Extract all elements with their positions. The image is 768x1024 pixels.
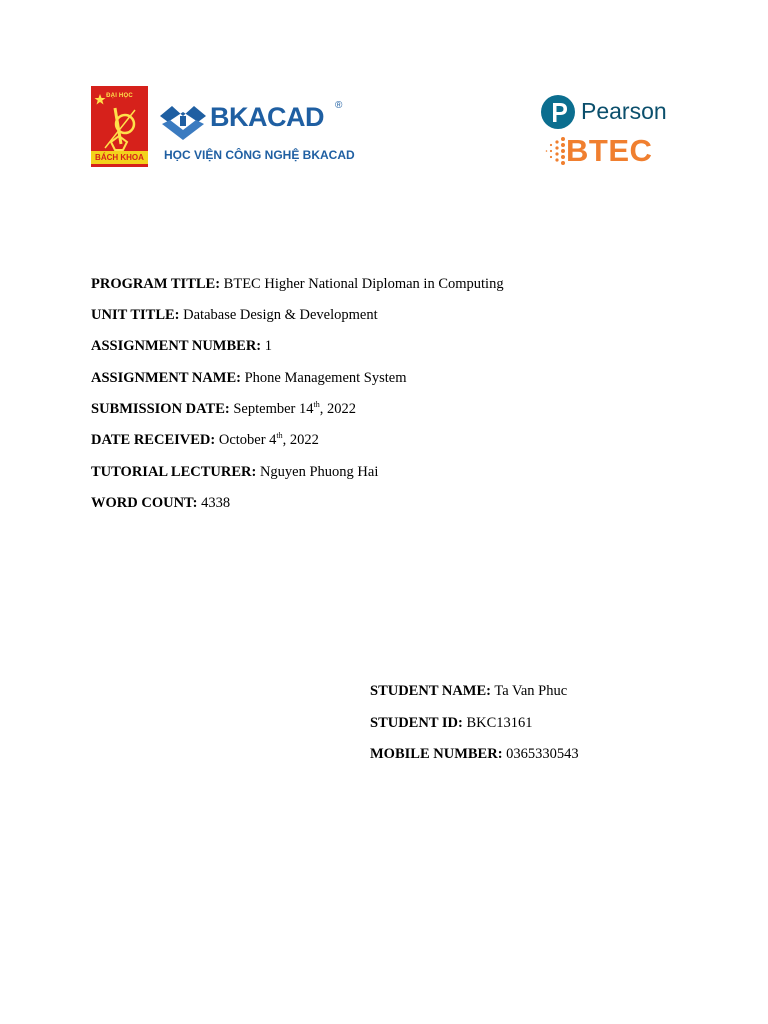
registered-mark: ® bbox=[335, 100, 343, 111]
submission-date-year: , 2022 bbox=[319, 401, 356, 417]
submission-date-suffix: th bbox=[313, 400, 320, 409]
hust-logo bbox=[91, 86, 148, 167]
pearson-logo bbox=[541, 95, 671, 135]
date-received-label: DATE RECEIVED: bbox=[91, 432, 216, 448]
word-count-label: WORD COUNT: bbox=[91, 495, 198, 511]
assignment-name-label: ASSIGNMENT NAME: bbox=[91, 370, 241, 386]
program-title-value: BTEC Higher National Diploman in Computing bbox=[223, 276, 504, 292]
submission-date-value bbox=[233, 401, 356, 417]
btec-wordmark: BTEC bbox=[566, 133, 653, 168]
bkacad-wordmark: BKACAD bbox=[210, 102, 324, 132]
word-count-value: 4338 bbox=[201, 495, 231, 511]
date-received-value bbox=[219, 432, 319, 448]
pearson-wordmark: Pearson bbox=[581, 98, 667, 124]
assignment-number-value: 1 bbox=[264, 338, 273, 354]
mobile-number-value: 0365330543 bbox=[506, 746, 579, 762]
btec-logo bbox=[545, 133, 670, 169]
pearson-p-icon bbox=[541, 95, 575, 129]
bkacad-logo bbox=[160, 98, 355, 168]
tutorial-lecturer-label: TUTORIAL LECTURER: bbox=[91, 464, 257, 480]
program-title-label: PROGRAM TITLE: bbox=[91, 276, 221, 292]
student-id-line bbox=[370, 714, 533, 732]
mobile-number-line bbox=[370, 745, 579, 763]
mobile-number-label: MOBILE NUMBER: bbox=[370, 746, 503, 762]
unit-title-line bbox=[91, 306, 378, 324]
student-id-value: BKC13161 bbox=[466, 715, 533, 731]
date-received-line bbox=[91, 431, 319, 449]
program-title-line bbox=[91, 275, 504, 293]
submission-date-label: SUBMISSION DATE: bbox=[91, 401, 230, 417]
submission-date-line bbox=[91, 400, 356, 418]
assignment-name-value: Phone Management System bbox=[244, 370, 407, 386]
hust-logo-bottom-text: BÁCH KHOA bbox=[91, 151, 148, 164]
tutorial-lecturer-value: Nguyen Phuong Hai bbox=[259, 464, 379, 480]
unit-title-value: Database Design & Development bbox=[183, 307, 378, 323]
date-received-day: October 4 bbox=[218, 432, 277, 448]
btec-dots-icon bbox=[545, 135, 567, 165]
date-received-year: , 2022 bbox=[282, 432, 319, 448]
assignment-name-line bbox=[91, 369, 407, 387]
tutorial-lecturer-line bbox=[91, 463, 378, 481]
hust-logo-top-text: ĐẠI HỌC bbox=[106, 93, 133, 99]
bkacad-mark-icon bbox=[160, 102, 206, 142]
assignment-number-label: ASSIGNMENT NUMBER: bbox=[91, 338, 262, 354]
student-name-label: STUDENT NAME: bbox=[370, 683, 491, 699]
student-name-value: Ta Van Phuc bbox=[494, 683, 568, 699]
date-received-suffix: th bbox=[276, 431, 283, 440]
assignment-number-line bbox=[91, 337, 272, 355]
student-id-label: STUDENT ID: bbox=[370, 715, 463, 731]
student-name-line bbox=[370, 682, 567, 700]
unit-title-label: UNIT TITLE: bbox=[91, 307, 180, 323]
word-count-line bbox=[91, 494, 230, 512]
bkacad-subtitle: HỌC VIỆN CÔNG NGHỆ BKACAD bbox=[164, 148, 355, 162]
submission-date-day: September 14 bbox=[233, 401, 314, 417]
